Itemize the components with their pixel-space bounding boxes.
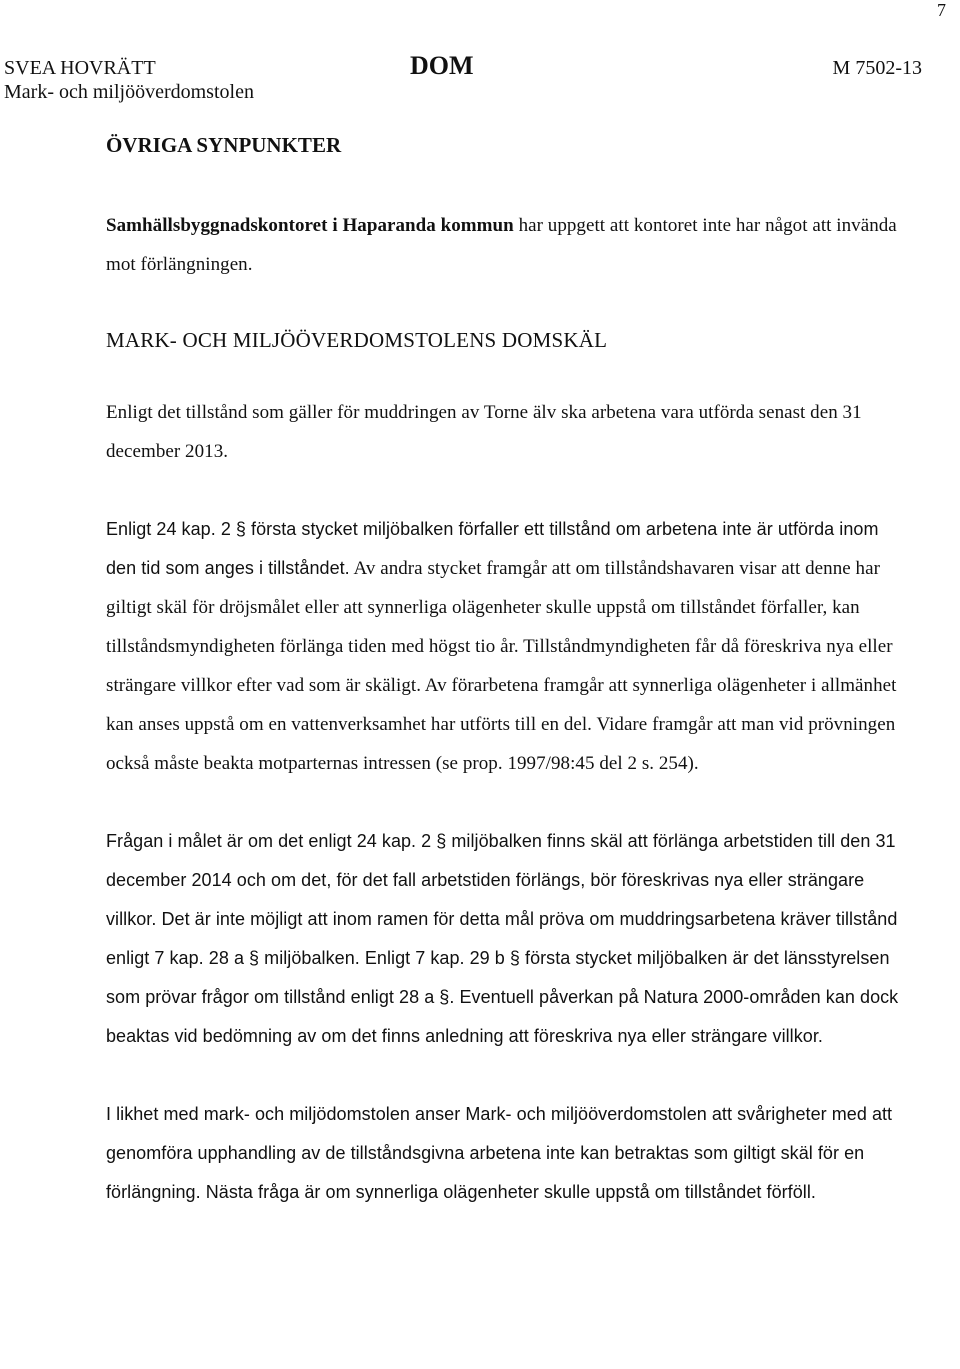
paragraph-1: Enligt det tillstånd som gäller för muddringen av Torne älv ska arbetena vara utförda senast den 31 december 2013. [106, 402, 862, 462]
paragraph-2 [106, 510, 906, 783]
document-body [106, 128, 906, 1251]
paragraph-ovriga-text: har uppgett att kontoret inte har något att invända mot förlängningen. [106, 215, 897, 275]
paragraph-ovriga [106, 206, 906, 284]
case-number: M 7502-13 [832, 57, 922, 79]
division-name: Mark- och miljööverdomstolen [4, 81, 254, 103]
section-heading-domskal: MARK- OCH MILJÖÖVERDOMSTOLENS DOMSKÄL [106, 328, 608, 352]
section-heading-ovriga: ÖVRIGA SYNPUNKTER [106, 133, 342, 157]
paragraph-3: Frågan i målet är om det enligt 24 kap. 2 § miljöbalken finns skäl att förlänga arbetstiden till den 31 december 2014 och om det, för det fall arbetstiden förlängs, bör föreskrivas nya eller strängare villkor. Det är inte möjligt att inom ramen för detta mål pröva om muddringsarbetena kräver tillstånd enligt 7 kap. 28 a § miljöbalken. Enligt 7 kap. 29 b § första stycket miljöbalken är det länsstyrelsen som prövar frågor om tillstånd enligt 28 a §. Eventuell påverkan på Natura 2000-områden kan dock beaktas vid bedömning av om det finns anledning att föreskriva nya eller strängare villkor. [106, 831, 899, 1046]
document-type: DOM [410, 51, 474, 80]
party-name: Samhällsbyggnadskontoret i Haparanda kommun [106, 215, 514, 236]
paragraph-2-serif: Av andra stycket framgår att om tillståndshavaren visar att denne har giltigt skäl för dröjsmålet eller att synnerliga olägenheter skulle uppstå om tillståndet förfaller, kan tillståndsmyndigheten förlänga tiden med högst tio år. Tillståndmyndigheten får då föreskriva nya eller strängare villkor efter vad som är skäligt. Av förarbetena framgår att synnerliga olägenheter i allmänhet kan anses uppstå om en vattenverksamhet har utförts till en del. Vidare framgår att man vid prövningen också måste beakta motparternas intressen (se prop. 1997/98:45 del 2 s. 254). [106, 558, 897, 774]
page-number: 7 [937, 0, 946, 20]
paragraph-4: I likhet med mark- och miljödomstolen anser Mark- och miljööverdomstolen att svårigheter med att genomföra upphandling av de tillståndsgivna arbetena inte kan betraktas som giltigt skäl för en förlängning. Nästa fråga är om synnerliga olägenheter skulle uppstå om tillståndet förföll. [106, 1104, 893, 1202]
paragraph-2-sans: Enligt 24 kap. 2 § första stycket miljöbalken förfaller ett tillstånd om arbetena inte är utförda inom den tid som anges i tillståndet. [106, 519, 879, 578]
court-name: SVEA HOVRÄTT [4, 57, 156, 79]
header-court-block [4, 56, 254, 104]
